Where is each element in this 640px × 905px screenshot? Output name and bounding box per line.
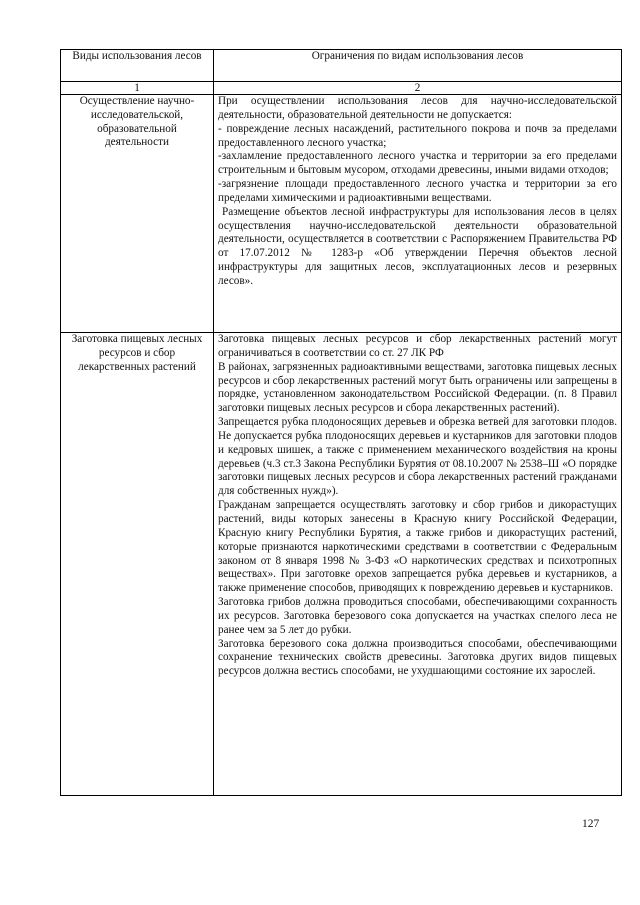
restriction-paragraph: Запрещается рубка плодоносящих деревьев и обрезка ветвей для заготовки плодов. Не допускается рубка плодоносящих деревьев и кустарников для заготовки плодов и кедровых шишек, а также с применением механического воздействия на кроны деревьев (ч.3 ст.3 Закона Республики Бурятия от 08.10.2007 № 2538–Ш «О порядке заготовки пищевых лесных ресурсов и сбора лекарственных растений гражданами для собственных нужд»). [218, 416, 617, 498]
restriction-paragraph: - повреждение лесных насаждений, растительного покрова и почв за пределами предоставленного лесного участка; [218, 122, 617, 149]
page-number: 127 [582, 818, 600, 830]
table-header-row [61, 50, 622, 82]
restriction-paragraph: Гражданам запрещается осуществлять заготовку и сбор грибов и дикорастущих растений, виды которых занесены в Красную книгу Российской Федерации, Красную книгу Республики Бурятия, а также грибов и дикорастущих растений, которые признаются наркотическими средствами в соответствии с Федеральным законом от 8 января 1998 № 3-ФЗ «О наркотических средствах и психотропных веществах». При заготовке орехов запрещается рубка деревьев и кустарников, а также применение способов, приводящих к повреждению деревьев и кустарников. [218, 499, 617, 595]
header-usage-types: Виды использования лесов [61, 50, 214, 82]
restriction-paragraph: При осуществлении использования лесов для научно-исследовательской деятельности, образовательной деятельности не допускается: [218, 95, 617, 121]
restriction-paragraph: Заготовка пищевых лесных ресурсов и сбор лекарственных растений могут ограничиваться в соответствии со ст. 27 ЛК РФ [218, 333, 617, 359]
restrictions-cell [214, 95, 622, 333]
restriction-paragraph: Заготовка грибов должна проводиться способами, обеспечивающими сохранность их ресурсов. Заготовка березового сока допускается на участках спелого леса не ранее чем за 5 лет до рубки. [218, 596, 617, 636]
column-number-row [61, 82, 622, 95]
usage-type-cell: Заготовка пищевых лесных ресурсов и сбор лекарственных растений [61, 333, 214, 796]
column-number-1: 1 [61, 82, 214, 95]
restriction-paragraph: Заготовка березового сока должна производиться способами, обеспечивающими сохранение технических свойств древесины. Заготовка других видов пищевых ресурсов должна вестись способами, не ухудшающими состояние их зарослей. [218, 637, 617, 678]
restrictions-cell [214, 333, 622, 796]
table-row [61, 333, 622, 796]
restriction-paragraph: -загрязнение площади предоставленного лесного участка и территории за его пределами химическими и радиоактивными веществами. [218, 178, 617, 204]
restriction-paragraph: В районах, загрязненных радиоактивными веществами, заготовка пищевых лесных ресурсов и сбор лекарственных растений могут быть ограничены или запрещены в порядке, установленном законодательством Российской Федерации. (п. 8 Правил заготовки пищевых лесных ресурсов и сбора лекарственных растений). [218, 360, 617, 415]
restrictions-table [60, 49, 622, 796]
table-row [61, 95, 622, 333]
header-restrictions: Ограничения по видам использования лесов [214, 50, 622, 82]
restriction-paragraph: -захламление предоставленного лесного участка и территории за его пределами строительным и бытовым мусором, отходами древесины, иными видами отходов; [218, 150, 617, 177]
usage-type-cell: Осуществление научно-исследовательской, образовательной деятельности [61, 95, 214, 333]
column-number-2: 2 [214, 82, 622, 95]
restriction-paragraph: Размещение объектов лесной инфраструктуры для использования лесов в целях осуществления научно-исследовательской деятельности образовательной деятельности, осуществляется в соответствии с Распоряжением Правительства РФ от 17.07.2012 № 1283-р «Об утверждении Перечня объектов лесной инфраструктуры для защитных лесов, эксплуатационных лесов и резервных лесов». [218, 205, 617, 287]
